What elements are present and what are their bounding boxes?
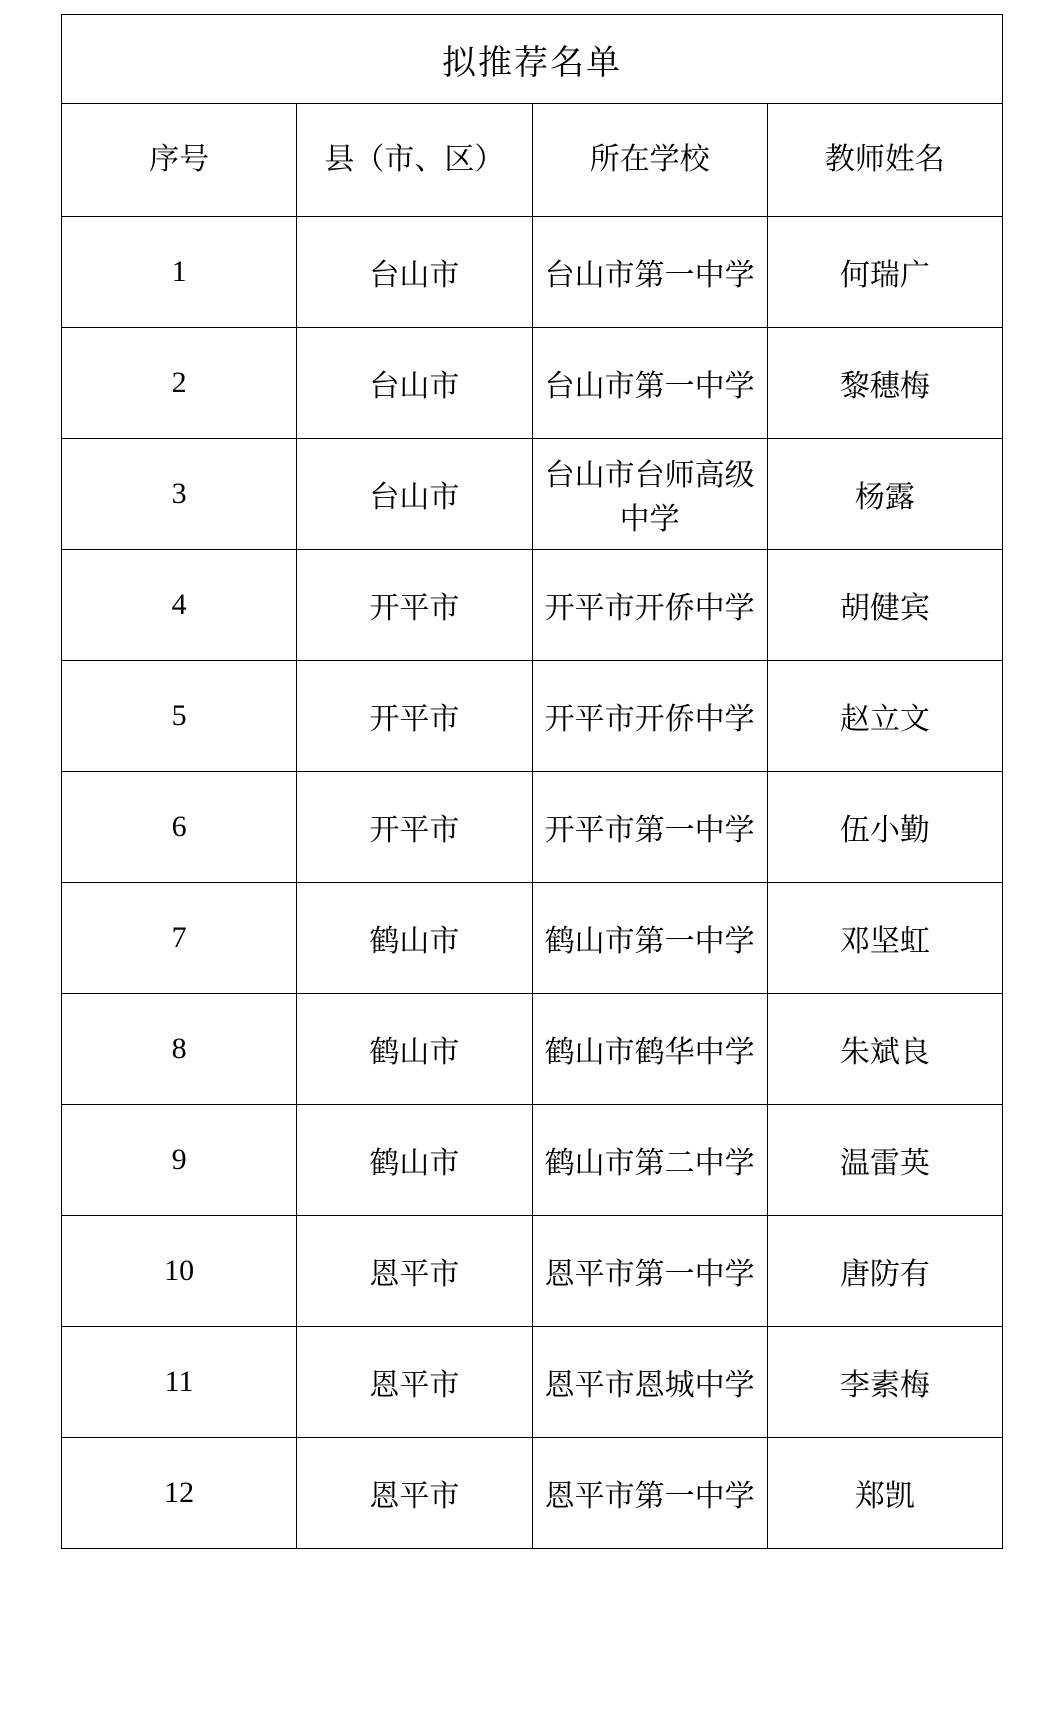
title-row xyxy=(62,15,1003,104)
cell-teacher: 何瑞广 xyxy=(767,217,1002,328)
recommendation-table xyxy=(61,14,1003,1549)
cell-teacher: 唐防有 xyxy=(767,1216,1002,1327)
table-row xyxy=(62,328,1003,439)
cell-school: 鹤山市第一中学 xyxy=(532,883,767,994)
cell-county: 鹤山市 xyxy=(297,1105,532,1216)
cell-teacher: 邓坚虹 xyxy=(767,883,1002,994)
table-row xyxy=(62,1105,1003,1216)
table-row xyxy=(62,1216,1003,1327)
table-row xyxy=(62,661,1003,772)
cell-teacher: 朱斌良 xyxy=(767,994,1002,1105)
cell-school: 开平市开侨中学 xyxy=(532,661,767,772)
cell-county: 开平市 xyxy=(297,661,532,772)
cell-index: 12 xyxy=(62,1438,297,1549)
cell-index: 3 xyxy=(62,439,297,550)
table-row xyxy=(62,550,1003,661)
cell-county: 鹤山市 xyxy=(297,883,532,994)
table-row xyxy=(62,772,1003,883)
column-header-county: 县（市、区） xyxy=(297,104,532,217)
cell-index: 9 xyxy=(62,1105,297,1216)
cell-school: 台山市第一中学 xyxy=(532,217,767,328)
cell-county: 台山市 xyxy=(297,328,532,439)
cell-county: 鹤山市 xyxy=(297,994,532,1105)
cell-county: 开平市 xyxy=(297,772,532,883)
cell-index: 1 xyxy=(62,217,297,328)
cell-teacher: 温雷英 xyxy=(767,1105,1002,1216)
table-row xyxy=(62,1438,1003,1549)
cell-teacher: 李素梅 xyxy=(767,1327,1002,1438)
cell-county: 恩平市 xyxy=(297,1438,532,1549)
table-row xyxy=(62,217,1003,328)
cell-county: 恩平市 xyxy=(297,1216,532,1327)
table-row xyxy=(62,883,1003,994)
table-body xyxy=(62,15,1003,1549)
cell-teacher: 黎穗梅 xyxy=(767,328,1002,439)
cell-index: 7 xyxy=(62,883,297,994)
cell-index: 5 xyxy=(62,661,297,772)
page-title: 拟推荐名单 xyxy=(62,15,1003,104)
cell-school: 开平市第一中学 xyxy=(532,772,767,883)
cell-school: 鹤山市第二中学 xyxy=(532,1105,767,1216)
cell-school: 鹤山市鹤华中学 xyxy=(532,994,767,1105)
cell-school: 恩平市第一中学 xyxy=(532,1216,767,1327)
table-row xyxy=(62,994,1003,1105)
cell-teacher: 郑凯 xyxy=(767,1438,1002,1549)
cell-school: 恩平市第一中学 xyxy=(532,1438,767,1549)
cell-school: 开平市开侨中学 xyxy=(532,550,767,661)
table-row xyxy=(62,1327,1003,1438)
cell-county: 开平市 xyxy=(297,550,532,661)
cell-index: 10 xyxy=(62,1216,297,1327)
cell-index: 8 xyxy=(62,994,297,1105)
cell-county: 恩平市 xyxy=(297,1327,532,1438)
table-row xyxy=(62,439,1003,550)
cell-county: 台山市 xyxy=(297,217,532,328)
cell-index: 2 xyxy=(62,328,297,439)
column-header-school: 所在学校 xyxy=(532,104,767,217)
table-header-row xyxy=(62,104,1003,217)
cell-teacher: 赵立文 xyxy=(767,661,1002,772)
cell-teacher: 杨露 xyxy=(767,439,1002,550)
column-header-index: 序号 xyxy=(62,104,297,217)
column-header-teacher: 教师姓名 xyxy=(767,104,1002,217)
cell-index: 4 xyxy=(62,550,297,661)
cell-teacher: 伍小勤 xyxy=(767,772,1002,883)
cell-school: 恩平市恩城中学 xyxy=(532,1327,767,1438)
cell-school: 台山市第一中学 xyxy=(532,328,767,439)
cell-county: 台山市 xyxy=(297,439,532,550)
cell-index: 6 xyxy=(62,772,297,883)
cell-teacher: 胡健宾 xyxy=(767,550,1002,661)
cell-index: 11 xyxy=(62,1327,297,1438)
cell-school: 台山市台师高级中学 xyxy=(532,439,767,550)
